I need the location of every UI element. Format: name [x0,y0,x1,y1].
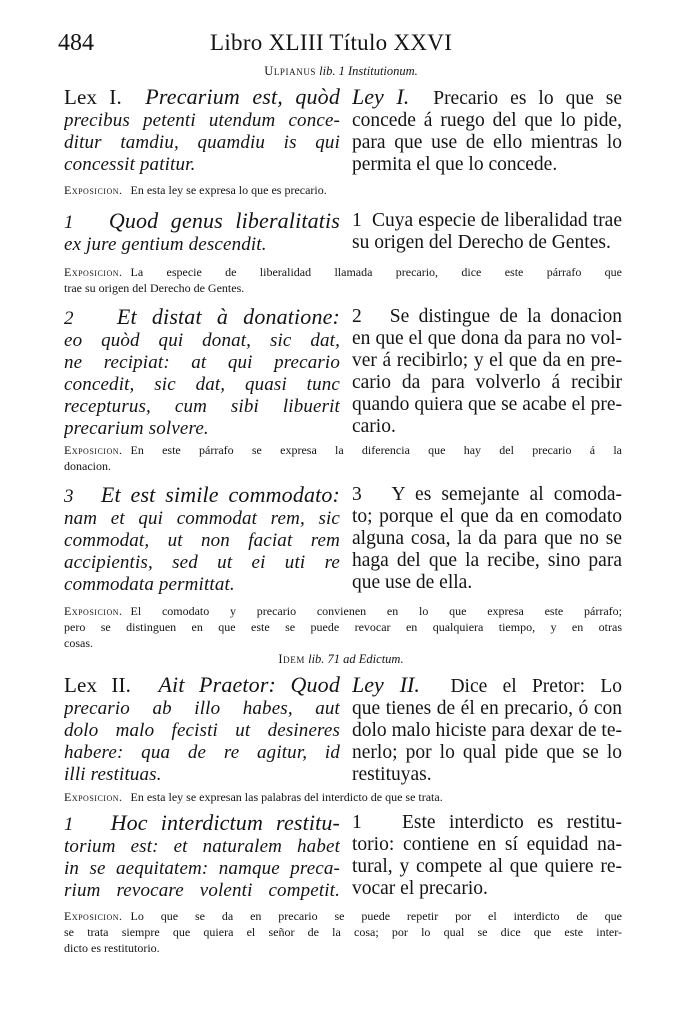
law-number: Ley I. [352,86,410,109]
text-line: ex jure gentium descendit. [64,234,267,255]
paragraph-number: 1 [64,814,74,835]
law-number: Lex II. [64,674,132,697]
text-line: Exposicion. El comodato y precario convienen en lo que expresa este párrafo; [64,604,622,618]
exposition-label: Exposicion. [64,790,123,804]
text-line: dolo malo fecisti ut desineres [64,720,340,741]
source-author: Ulpianus [264,64,317,78]
text-line: nam et qui commodat rem, sic [64,508,340,529]
text-line: cario. [352,416,396,437]
latin-column [64,210,340,256]
text-line: 2 Se distingue de la donacion [352,306,622,327]
running-head: Libro XLIII Título XXVI [210,30,453,55]
exposition [64,789,622,805]
text-line: Exposicion. En esta ley se expresan las palabras del interdicto de que se trata. [64,790,443,804]
text-line: precarium solvere. [64,418,209,439]
text-line: ditur tamdiu, quamdiu is qui [64,132,340,153]
text-line: Exposicion. La especie de liberalidad llamada precario, dice este párrafo que [64,265,622,279]
text-line: torium est: et naturalem habet [64,836,340,857]
text-line: Exposicion. En este párrafo se expresa la diferencia que hay del precario á la [64,443,622,457]
paragraph-block [0,210,682,256]
text-line: Lex I. Precarium est, quòd [64,86,340,109]
page-number: 484 [58,30,94,56]
text-line: que use de ella. [352,572,473,593]
text-line: to; porque el que da en comodato [352,506,622,527]
text-line: donacion. [64,459,111,473]
latin-column [64,674,340,786]
exposition [64,264,622,296]
latin-column [64,306,340,440]
text-line: en que el que dona da para no vol- [352,328,622,349]
paragraph-number: 3 [64,486,74,507]
text-line: pero se distinguen en que este se puede revocar en qualquiera tiempo, y en otras [64,620,622,634]
exposition [64,442,622,474]
text-line: trae su origen del Derecho de Gentes. [64,281,245,295]
exposition-label: Exposicion. [64,604,123,618]
law-number: Lex I. [64,86,122,109]
latin-column [64,812,340,902]
text-line: 1 Hoc interdictum restitu- [64,812,340,835]
spanish-column [352,484,622,594]
text-line: dolo malo hiciste para dexar de te- [352,720,622,741]
exposition-label: Exposicion. [64,265,123,279]
paragraph-block [0,306,682,440]
text-line: commodat, ut non faciat rem [64,530,340,551]
source-reference: lib. 71 ad Edictum. [308,652,404,666]
text-line: nerlo; por lo qual pide que se lo [352,742,622,763]
paragraph-number: 3 [352,484,362,505]
exposition [64,908,622,956]
text-line: 2 Et distat à donatione: [64,306,340,329]
text-line: tural, y compete al que quiere re- [352,856,622,877]
text-line: para que use de ello mientras lo [352,132,622,153]
spanish-column [352,674,622,786]
paragraph-number: 2 [352,306,362,327]
text-line: Exposicion. Lo que se da en precario se puede repetir por el interdicto de que [64,909,622,923]
exposition [64,603,622,651]
text-line: commodata permittat. [64,574,235,595]
text-line: su origen del Derecho de Gentes. [352,232,611,253]
text-line: se trata siempre que quiera el señor de la cosa; por lo qual se dice que este inter- [64,925,622,939]
text-line: concede á ruego del que lo pide, [352,110,622,131]
text-line: accipientis, sed ut ei uti re [64,552,340,573]
law-block [0,86,682,176]
text-line: in se aequitatem: namque preca- [64,858,340,879]
source-reference: lib. 1 Institutionum. [319,64,418,78]
text-line: torio: contiene en sí equidad na- [352,834,622,855]
exposition [64,182,622,198]
text-line: concessit patitur. [64,154,196,175]
text-line: 3 Y es semejante al comoda- [352,484,622,505]
text-line: precario ab illo habes, aut [64,698,340,719]
spanish-column [352,86,622,176]
text-line: cario da para volverlo á recibir [352,372,622,393]
latin-column [64,484,340,596]
paragraph-number: 2 [64,308,74,329]
text-line: alguna cosa, la da para que no se [352,528,622,549]
paragraph-number: 1 [352,812,362,833]
text-line: rium revocare volenti competit. [64,880,340,901]
paragraph-number: 1 [352,210,362,231]
text-line: Lex II. Ait Praetor: Quod [64,674,340,697]
text-line: precibus petenti utendum conce- [64,110,340,131]
text-line: restituyas. [352,764,432,785]
paragraph-block [0,484,682,596]
law-block [0,674,682,786]
text-line: quando quiera que se acabe el pre- [352,394,622,415]
text-line: cosas. [64,636,93,650]
text-line: que tienes de él en precario, ó con [352,698,622,719]
text-line: 1 Cuya especie de liberalidad trae [352,210,622,231]
exposition-label: Exposicion. [64,909,123,923]
page-header [0,30,682,60]
latin-column [64,86,340,176]
text-line: recepturus, cum sibi libuerit [64,396,340,417]
text-line: concedit, sic dat, quasi tunc [64,374,340,395]
text-line: Exposicion. En esta ley se expresa lo que es precario. [64,183,327,197]
text-line: dicto es restitutorio. [64,941,160,955]
source-citation [0,652,682,667]
exposition-label: Exposicion. [64,183,123,197]
spanish-column [352,812,622,900]
text-line: 1 Quod genus liberalitatis [64,210,340,233]
law-number: Ley II. [352,674,420,697]
text-line: ne recipiat: at qui precario [64,352,340,373]
text-line: eo quòd qui donat, sic dat, [64,330,340,351]
text-line: Ley II. Dice el Pretor: Lo [352,674,622,697]
source-author: Idem [278,652,305,666]
text-line: illi restituas. [64,764,162,785]
text-line: ver á recibirlo; y el que da en pre- [352,350,622,371]
exposition-label: Exposicion. [64,443,123,457]
paragraph-block [0,812,682,902]
spanish-column [352,306,622,438]
text-line: habere: qua de re agitur, id [64,742,340,763]
text-line: haga del que la recibe, sino para [352,550,622,571]
paragraph-number: 1 [64,212,74,233]
source-citation [0,64,682,79]
text-line: 1 Este interdicto es restitu- [352,812,622,833]
text-line: vocar el precario. [352,878,488,899]
spanish-column [352,210,622,254]
text-line: 3 Et est simile commodato: [64,484,340,507]
text-line: Ley I. Precario es lo que se [352,86,622,109]
text-line: permita el que lo concede. [352,154,558,175]
